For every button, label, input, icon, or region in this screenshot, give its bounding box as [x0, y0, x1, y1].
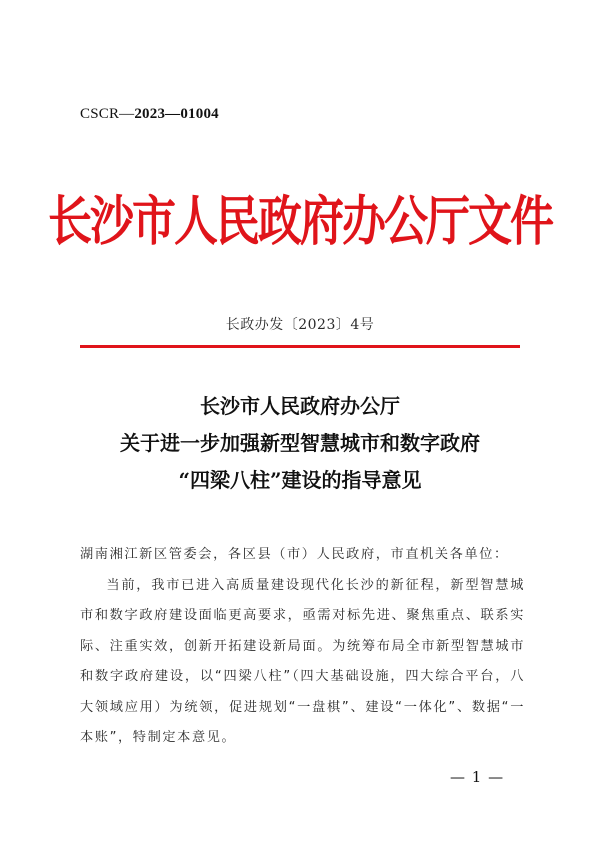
document-body	[80, 540, 525, 754]
page-number: — 1 —	[450, 768, 505, 786]
salutation: 湖南湘江新区管委会，各区县（市）人民政府，市直机关各单位：	[80, 547, 509, 562]
red-divider-line	[80, 345, 520, 348]
document-number: 长政办发〔2023〕4号	[225, 317, 375, 333]
title-line-1: 长沙市人民政府办公厅	[200, 394, 400, 418]
document-code	[80, 106, 219, 123]
title-line-3: “四梁八柱”建设的指导意见	[178, 468, 422, 492]
title-line-2: 关于进一步加强新型智慧城市和数字政府	[120, 431, 480, 455]
document-title	[0, 388, 600, 499]
document-code-number: 2023—01004	[134, 106, 219, 122]
masthead-title: 长沙市人民政府办公厅文件	[48, 190, 552, 254]
document-code-prefix: CSCR—	[80, 106, 135, 122]
body-paragraph: 当前，我市已进入高质量建设现代化长沙的新征程，新型智慧城市和数字政府建设面临更高要求，亟需对标先进、聚焦重点、联系实际、注重实效，创新开拓建设新局面。为统筹布局全市新型智慧城市和数字政府建设，以“四梁八柱”（四大基础设施，四大综合平台，八大领域应用）为统领，促进规划“一盘棋”、建设“一体化”、数据“一本账”，特制定本意见。	[80, 577, 525, 745]
